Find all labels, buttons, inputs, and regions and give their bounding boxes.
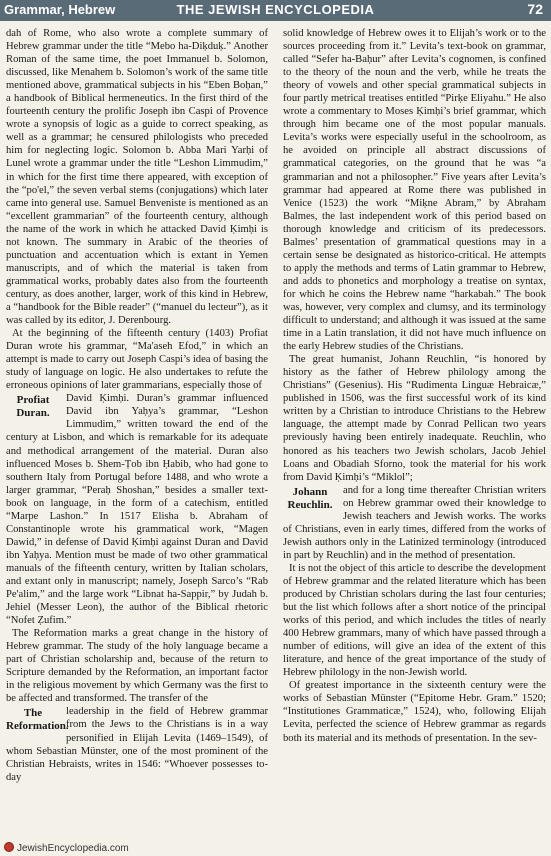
paragraph-text: leadership in the field of Hebrew grammar from the Jews to the Christians is in a way personified in Elijah Levita (1469–1549), of whom Sebastian Münster, one of the most prominent of the Christian Hebraists, writes in 1546: “Whoever possesses to-day xyxy=(6,706,268,783)
left-column xyxy=(6,27,268,784)
paragraph-text: At the beginning of the fifteenth century (1403) Profiat Duran wrote his grammar, “Ma'aseh Efod,” in which an attempt is made to carry out Joseph Caspi’s idea of basing the study of language on logic. He also undertakes to refute the erroneous opinions of later grammarians, especially those of xyxy=(6,328,268,392)
side-heading-reformation: The Reformation. xyxy=(6,707,69,733)
paragraph-text: and for a long time thereafter Christian writers on Hebrew grammar owed their knowledge to Jewish teachers and Jewish works. The works of Christians, even in early times, differed from the works of Jewish authors only in the Latinized terminology (introduced in part by Reuchlin) and in the method of presentation. xyxy=(283,484,546,561)
paragraph: Of greatest importance in the sixteenth century were the works of Sebastian Münster (“Epitome Hebr. Gram.” 1520; “Institutiones Grammaticæ,” 1524), who, following Elijah Levita, perfected the science of Hebrew grammar as regards both its material and its methods of presentation. In the sev- xyxy=(283,680,546,744)
paragraph: dah of Rome, who also wrote a complete summary of Hebrew grammar under the title “Mebo ha-Diḳduḳ.” Another Roman of the same time, the poet Immanuel b. Solomon, discussed, like Menahem b. Solomon’s work of the same title mentioned above, grammatical subjects in his “Eben Boḥan,” a handbook of Biblical hermeneutics. In the first third of the fourteenth century the prolific Joseph ibn Caspi of Provence wrote a synopsis of logic as a guide to correct speaking, as well as a grammar; he censured philologists who preceded him for neglecting logic. Solomon b. Abba Mari Yarḥi of Lunel wrote a grammar under the title “Leshon Limmudim,” in which for the first time there appeared, with exception of the “po'el,” the seven verbal stems (conjugations) which later came into general use. Samuel Benveniste is mentioned as an “excellent grammarian” of the fourteenth century, although the name of the work in which he attacked David Ḳimḥi is not known. The summary in Arabic of the theories of punctuation and accentuation which is extant in Yemen manuscripts, and of which the material is taken from grammatical works, probably dates also from the fourteenth century, as does another, larger, work of this kind in Hebrew, a “handbook for the Bible reader” (“manuel du lecteur”), as it was called by its editor, J. Derenbourg. xyxy=(6,28,268,327)
right-column xyxy=(283,27,546,745)
footer-source-link[interactable]: JewishEncyclopedia.com xyxy=(17,843,129,854)
footer xyxy=(0,842,200,856)
paragraph xyxy=(6,392,268,627)
side-heading-profiat-duran: Profiat Duran. xyxy=(16,394,50,420)
paragraph: It is not the object of this article to describe the development of Hebrew grammar and the related literature which has been produced by Christian scholars during the last four centuries; but the list which follows after a short notice of the principal works of this period, and which includes the titles of nearly 400 Hebrew grammars, many of which have passed through a number of editions, will give an idea of the extent of this literature, and hence of the great importance of the study of Hebrew philology in the non-Jewish world. xyxy=(283,562,546,679)
paragraph xyxy=(283,353,546,483)
paragraph-text: The Reformation marks a great change in the history of Hebrew grammar. The study of the holy language became a part of Christian scholarship and, because of the return to Scripture demanded by the Reformation, an important factor in the religious movement by which Germany was the first to be affected and transformed. The transfer of the xyxy=(6,628,268,705)
paragraph-text: The great humanist, Johann Reuchlin, “is honored by history as the father of Hebrew philology among the Christians” (Gesenius). His “Rudimenta Linguæ Hebraicæ,” published in 1506, was the first successful work of its kind written by a Christian to introduce Christians to the Hebrew language, the attempt made by Conrad Pellican two years previously having been entirely inadequate. Reuchlin, who honored as his teachers two Jewish scholars, Jacob Jehiel Loans and Obadiah Sforno, took the material for his work from David Ḳimḥi’s “Miklol”; xyxy=(283,354,546,483)
page-number: 72 xyxy=(527,1,543,17)
page-header xyxy=(0,0,551,21)
paragraph xyxy=(6,327,268,392)
paragraph-text: David Ḳimḥi. Duran’s grammar influenced David ibn Yaḥya’s grammar, “Leshon Limmudim,” written toward the end of the century at Lisbon, and which is remarkable for its adequate and methodical arrangement of the material. Duran also influenced Moses b. Shem-Ṭob ibn Ḥabib, who had gone to southern Italy from Portugal before 1488, and who wrote a larger grammar, “Peraḥ Shoshan,” besides a smaller text-book on language, in the form of a catechism, entitled “Marpe Lashon.” In 1517 Elisha b. Abraham of Constantinople wrote his grammatical work, “Magen Dawid,” in defense of David Ḳimḥi against Duran and David ibn Yaḥya. Mention must be made of two other grammatical manuals of the fifteenth century, written by Italian scholars, and extant only in manuscript; namely, Joseph Sarco’s “Rab Pe'alim,” and the large work “Libnat ha-Sappir,” by Judah b. Jehiel (Messer Leon), the author of the Biblical rhetoric “Nofet Ẓufim.” xyxy=(6,393,268,627)
site-logo-icon xyxy=(4,842,14,852)
paragraph xyxy=(6,705,268,783)
paragraph: solid knowledge of Hebrew owes it to Elijah’s work or to the sources proceeding from it.” Levita’s text-book on grammar, called “Sefer ha-Baḥur” after Levita’s cognomen, is confined to the theory of the noun and the verb, while he treats the theory of vowels and other special grammatical subjects in four partly metrical treatises entitled “Pirḳe Eliyahu.” He also wrote a commentary to Moses Ḳimḥi’s brief grammar, which through him became one of the most popular manuals. Levita’s works were especially useful in the schoolroom, as he avoided on principle all abstract discussions of grammatical categories, on the ground that he was “a grammarian and not a philosopher.” Five years after Levita’s grammar had appeared at Rome there was published in Venice (1523) the work “Miḳne Abram,” by Abraham Balmes, the last independent work of this period based on thorough knowledge and criticism of its predecessors. Balmes’ presentation of grammatical questions may in a certain sense be designated as historico-critical. He attempts to apply the methods and terms of Latin grammar to Hebrew, and adds to phonetics and morphology a treatise on syntax, for which he coins the Hebrew name “harkabah.” The book was, however, very complex and clumsy, and its terminology difficult to understand; and although it was issued at the same time in a Latin translation, it did not have much influence on the early Hebrew studies of the Christians. xyxy=(283,28,546,353)
encyclopedia-title: THE JEWISH ENCYCLOPEDIA xyxy=(176,2,375,17)
paragraph xyxy=(283,484,546,562)
side-heading-johann-reuchlin: Johann Reuchlin. xyxy=(287,485,333,511)
section-title: Grammar, Hebrew xyxy=(4,2,116,17)
paragraph xyxy=(6,627,268,705)
